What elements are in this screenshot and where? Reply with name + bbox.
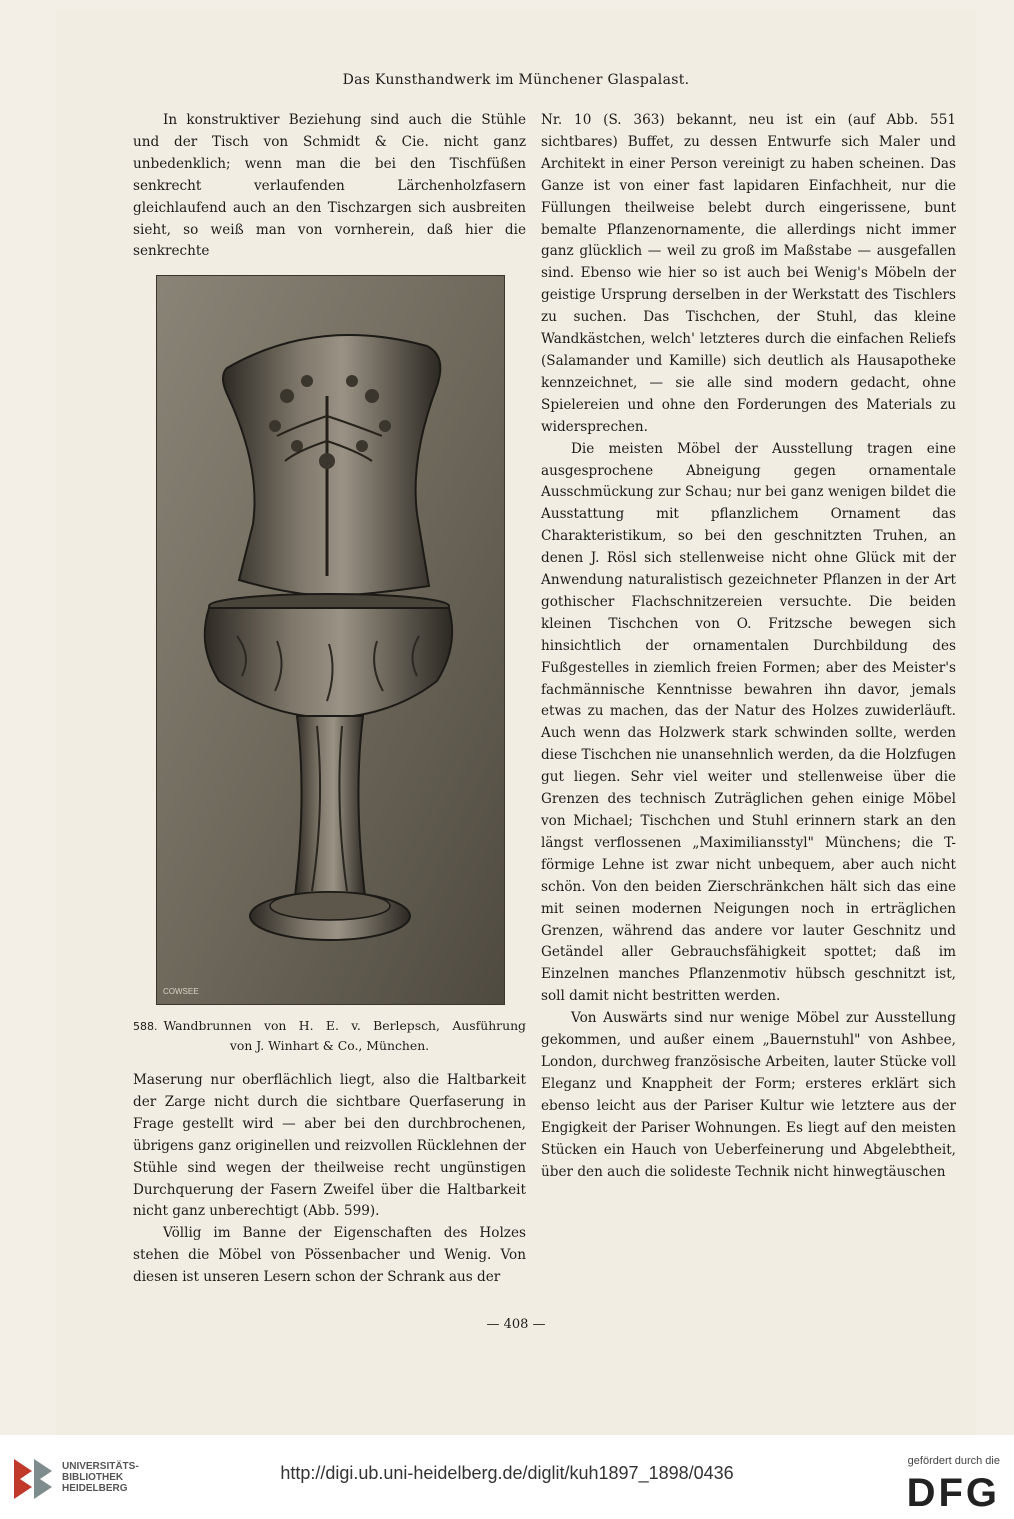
paragraph: Nr. 10 (S. 363) bekannt, neu ist ein (auf Abb. 551 sichtbares) Buffet, zu dessen Entwurfe sich Maler und Architekt in einer Person vereinigt zu haben scheinen. Das Ganze ist von einer fast lapidaren Einfachheit, nur die Füllungen theilweise belebt durch eingerissene, bunt bemalte Pflanzenornamente, die allerdings nicht immer ganz glücklich — weil zu groß im Maßstabe — ausgefallen sind. Ebenso wie hier so ist auch bei Wenig's Möbeln der geistige Ursprung derselben in der Werkstatt des Tischlers zu suchen. Das Tischchen, der Stuhl, das kleine Wandkästchen, welch' letzteres durch die einfachen Reliefs (Salamander und Kamille) sich deutlich als Hausapotheke kennzeichnet, — sie alle sind modern gedacht, ohne Spielereien und ohne den Forderungen des Materials zu widersprechen. xyxy=(541,112,956,435)
footer-bar xyxy=(0,1435,1014,1519)
paragraph: Die meisten Möbel der Ausstellung tragen eine ausgesprochene Abneigung gegen ornamentale Ausschmückung zur Schau; nur bei ganz wenigen bildet die Ausstattung mit pflanzlichem Ornament das Charakteristikum, so bei den geschnitzten Truhen, an denen J. Rösl sich stellenweise nicht ohne Glück mit der Anwendung naturalistisch gezeichneter Pflanzen in der Art gothischer Flachschnitzereien versuchte. Die beiden kleinen Tischchen von O. Fritzsche bewegen sich hinsichtlich der ornamentalen Durchbildung des Fußgestelles in ziemlich freien Formen; aber des Meister's fachmännische Kenntnisse bewahren ihn davor, jemals etwas zu machen, das der Natur des Holzes zuwiderläuft. Auch wenn das Holzwerk stark schwinden sollte, werden diese Tischchen nie unansehnlich werden, da die Holzfugen gut liegen. Sehr viel weiter und stellenweise über die Grenzen des technisch Zuträglichen gehen einige Möbel von Michael; Tischchen und Stuhl erinnern stark an den längst verflossenen „Maximiliansstyl" Münchens; die T-förmige Lehne ist zwar nicht unbequem, aber auch nicht schön. Von den beiden Zierschränkchen hält sich das eine mit seinen modernen Neigungen noch in erträglichen Grenzen, während das andere vor lauter Geschnitz und Getändel aller Gebrauchsfähigkeit spottet; daß im Einzelnen manches Pflanzenmotiv hübsch geschnitzt ist, soll damit nicht bestritten werden. xyxy=(541,440,956,1005)
caption-line-1: Wandbrunnen von H. E. v. Berlepsch, Ausführung xyxy=(163,1018,526,1033)
paragraph: Von Auswärts sind nur wenige Möbel zur Ausstellung gekommen, und außer einem „Bauernstuhl" von Ashbee, London, durchweg französische Arbeiten, lauter Stücke voll Eleganz und Knappheit der Form; ersteres erklärt sich ebenso leicht aus der Pariser Kultur wie letztere aus der Engigkeit der Pariser Wohnungen. Es liegt auf den meisten Stücken ein Hauch von Ueberfeinerung und Abgelebtheit, über den auch die solideste Technik nicht hinwegtäuschen xyxy=(541,1010,956,1180)
page-number: — 408 — xyxy=(486,1317,546,1332)
paragraph: Völlig im Banne der Eigenschaften des Holzes stehen die Möbel von Pössenbacher und Wenig. Von diesen ist unseren Lesern schon der Schrank aus der xyxy=(133,1225,526,1286)
paragraph: In konstruktiver Beziehung sind auch die Stühle und der Tisch von Schmidt & Cie. nicht ganz unbedenklich; wenn man die bei den Tischfüßen senkrecht verlaufenden Lärchenholzfasern gleichlaufend auch an den Tischzargen sich ausbreiten sieht, so weiß man von vornherein, daß hier die senkrechte xyxy=(133,112,526,260)
fountain-illustration xyxy=(156,275,505,1005)
left-column-bottom xyxy=(133,1070,526,1289)
figure-caption xyxy=(133,1016,526,1055)
caption-number: 588. xyxy=(133,1020,158,1033)
left-column-top xyxy=(133,110,526,263)
right-column xyxy=(541,110,956,1183)
running-title: Das Kunsthandwerk im Münchener Glaspalast. xyxy=(342,72,690,88)
photographer-stamp: COWSEE xyxy=(163,987,199,996)
wall-fountain-photo xyxy=(157,276,504,1004)
library-name: UNIVERSITÄTS- BIBLIOTHEK HEIDELBERG xyxy=(62,1461,139,1494)
caption-line-2: von J. Winhart & Co., München. xyxy=(229,1038,430,1053)
funder-tagline: gefördert durch die xyxy=(907,1455,1000,1467)
source-url[interactable]: http://digi.ub.uni-heidelberg.de/diglit/kuh1897_1898/0436 xyxy=(280,1463,734,1483)
paragraph: Maserung nur oberflächlich liegt, also die Haltbarkeit der Zarge nicht durch die sichtbare Querfaserung in Frage gestellt wird — aber bei den durchbrochenen, übrigens ganz originellen und reizvollen Rücklehnen der Stühle sind wegen der theilweise recht ungünstigen Durchquerung der Fasern Zweifel über die Haltbarkeit nicht ganz unberechtigt (Abb. 599). xyxy=(133,1072,526,1220)
dfg-logo: DFG xyxy=(906,1471,1000,1515)
scanned-page xyxy=(56,10,976,1435)
